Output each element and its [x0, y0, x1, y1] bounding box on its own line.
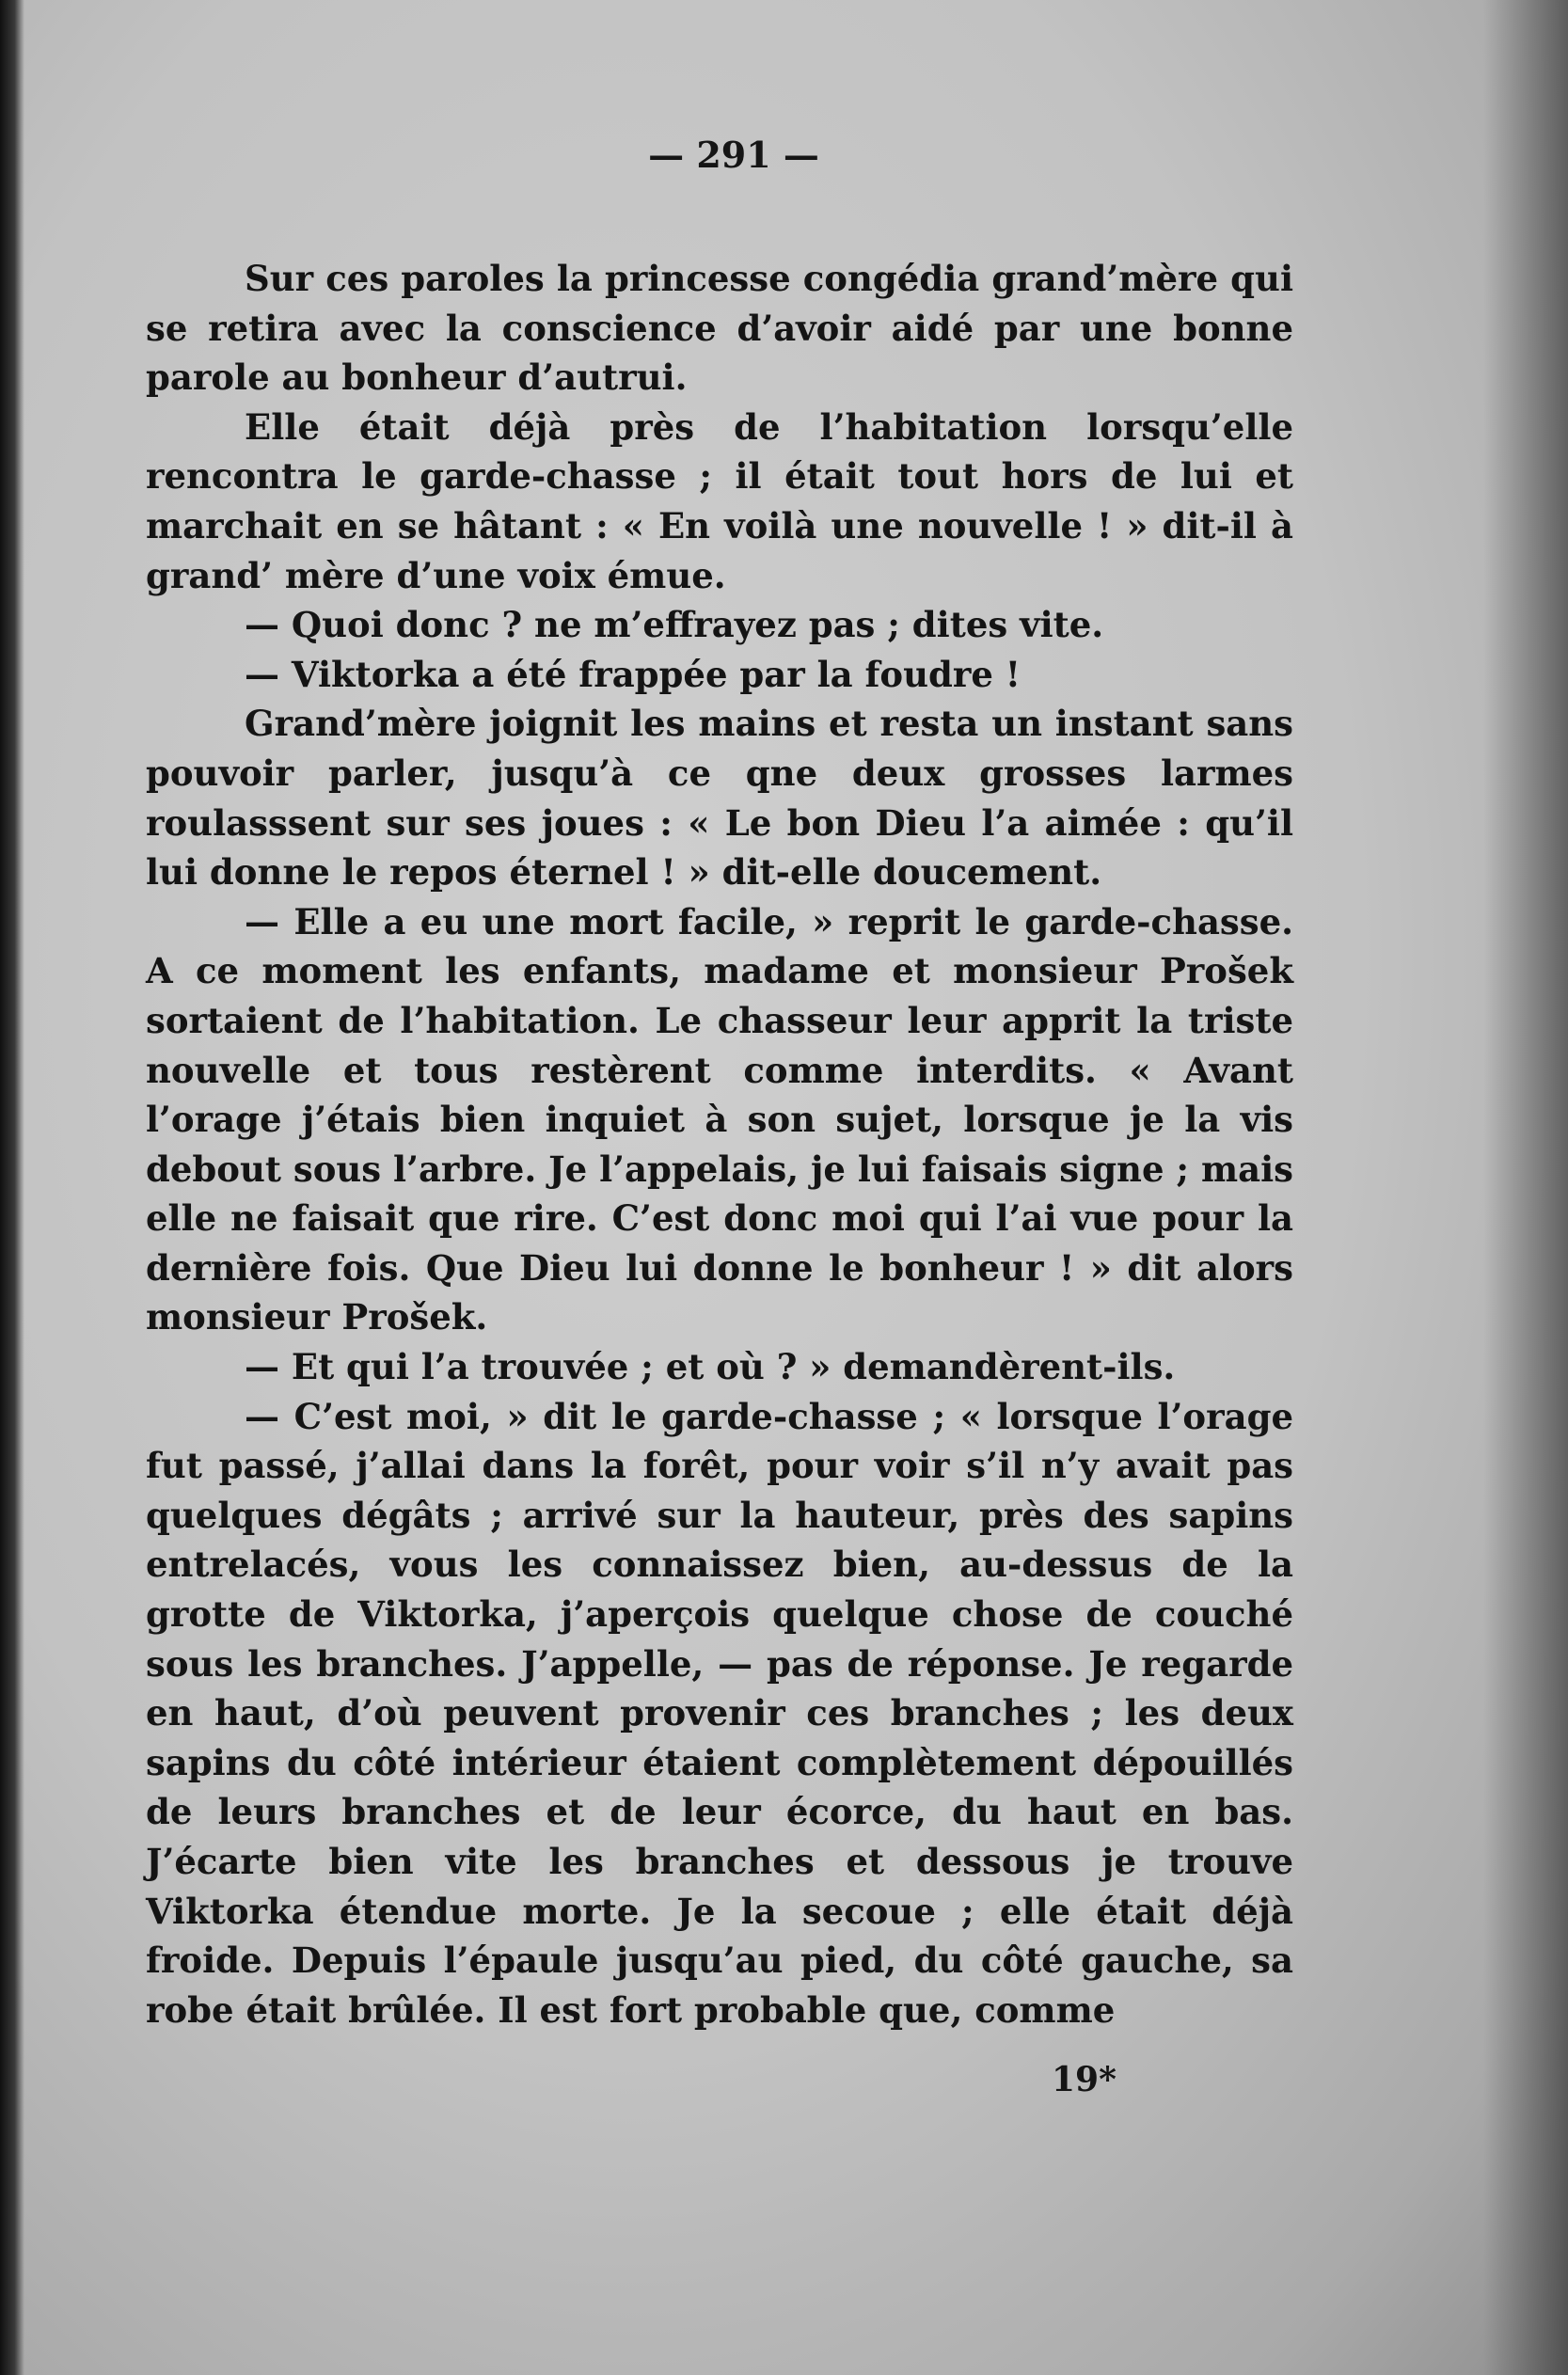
- paragraph: — Quoi donc ? ne m’effrayez pas ; dites vite.: [245, 604, 1104, 646]
- paragraph: — Viktorka a été frappée par la foudre !: [245, 653, 1022, 695]
- paragraph: — Elle a eu une mort facile, » reprit le garde-chasse. A ce moment les enfants, madame et monsieur Prošek sortaient de l’habitation. Le chasseur leur apprit la triste nouvelle et tous restèrent comme interdits. « Avant l’orage j’étais bien inquiet à son sujet, lorsque je la vis debout sous l’arbre. Je l’appelais, je lui faisais signe ; mais elle ne faisait que rire. C’est donc moi qui l’ai vue pour la dernière fois. Que Dieu lui donne le bonheur ! » dit alors monsieur Prošek.: [146, 900, 1293, 1338]
- paragraph: Grand’mère joignit les mains et resta un instant sans pouvoir parler, jusqu’à ce qne deux grosses larmes roulasssent sur ses joues : « Le bon Dieu l’a aimée : qu’il lui donne le repos éternel ! » dit-elle doucement.: [146, 703, 1293, 894]
- paragraph: Elle était déjà près de l’habitation lorsqu’elle rencontra le garde-chasse ; il était tout hors de lui et marchait en se hâtant : « En voilà une nouvelle ! » dit-il à grand’ mère d’une voix émue.: [146, 405, 1293, 596]
- page-number: — 291 —: [648, 134, 819, 176]
- body-text: [146, 254, 1293, 2035]
- signature-mark: 19*: [1052, 2060, 1117, 2099]
- paragraph: — Et qui l’a trouvée ; et où ? » demandèrent-ils.: [245, 1346, 1176, 1388]
- paragraph: Sur ces paroles la princesse congédia grand’mère qui se retira avec la conscience d’avoir aidé par une bonne parole au bonheur d’autrui.: [146, 258, 1293, 399]
- paragraph: — C’est moi, » dit le garde-chasse ; « lorsque l’orage fut passé, j’allai dans la forêt, pour voir s’il n’y avait pas quelques dégâts ; arrivé sur la hauteur, près des sapins entrelacés, vous les connaissez bien, au-dessus de la grotte de Viktorka, j’aperçois quelque chose de couché sous les branches. J’appelle, — pas de réponse. Je regarde en haut, d’où peuvent provenir ces branches ; les deux sapins du côté intérieur étaient complètement dépouillés de leurs branches et de leur écorce, du haut en bas. J’écarte bien vite les branches et dessous je trouve Viktorka étendue morte. Je la secoue ; elle était déjà froide. Depuis l’épaule jusqu’au pied, du côté gauche, sa robe était brûlée. Il est fort probable que, comme: [146, 1395, 1293, 2031]
